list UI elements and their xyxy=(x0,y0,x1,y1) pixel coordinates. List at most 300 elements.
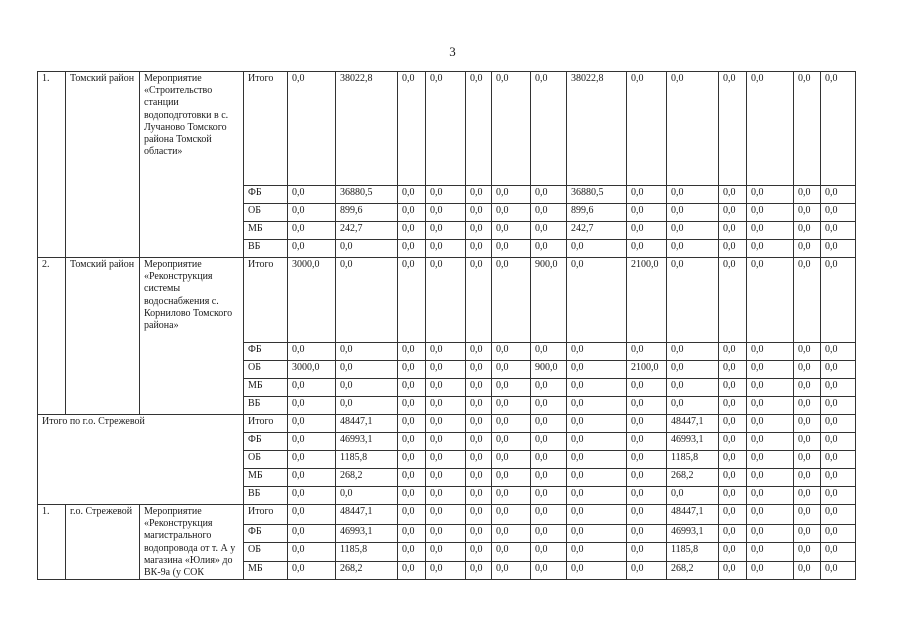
value-cell: 0,0 xyxy=(398,524,426,543)
value-cell: 0,0 xyxy=(336,258,398,343)
value-cell: 0,0 xyxy=(531,505,567,525)
total-label-cell: Итого по г.о. Стрежевой xyxy=(38,415,244,505)
value-cell: 0,0 xyxy=(794,222,821,240)
value-cell: 0,0 xyxy=(492,72,531,186)
value-cell: 0,0 xyxy=(426,469,466,487)
value-cell: 0,0 xyxy=(821,397,856,415)
value-cell: 48447,1 xyxy=(336,415,398,433)
value-cell: 0,0 xyxy=(567,469,627,487)
value-cell: 0,0 xyxy=(288,433,336,451)
value-cell: 0,0 xyxy=(336,379,398,397)
value-cell: 0,0 xyxy=(794,487,821,505)
value-cell: 0,0 xyxy=(567,415,627,433)
value-cell: 0,0 xyxy=(719,343,747,361)
value-cell: 0,0 xyxy=(719,397,747,415)
value-cell: 0,0 xyxy=(531,397,567,415)
value-cell: 48447,1 xyxy=(667,505,719,525)
value-cell: 0,0 xyxy=(426,361,466,379)
value-cell: 0,0 xyxy=(794,469,821,487)
value-cell: 0,0 xyxy=(627,204,667,222)
value-cell: 0,0 xyxy=(627,186,667,204)
value-cell: 0,0 xyxy=(794,240,821,258)
value-cell: 0,0 xyxy=(821,258,856,343)
value-cell: 0,0 xyxy=(627,343,667,361)
value-cell: 0,0 xyxy=(667,343,719,361)
value-cell: 0,0 xyxy=(627,487,667,505)
value-cell: 48447,1 xyxy=(336,505,398,525)
value-cell: 46993,1 xyxy=(336,524,398,543)
value-cell: 0,0 xyxy=(531,72,567,186)
source-type-cell: ОБ xyxy=(244,204,288,222)
value-cell: 0,0 xyxy=(747,543,794,562)
value-cell: 0,0 xyxy=(627,72,667,186)
value-cell: 0,0 xyxy=(747,505,794,525)
value-cell: 0,0 xyxy=(794,72,821,186)
value-cell: 0,0 xyxy=(567,258,627,343)
value-cell: 0,0 xyxy=(747,487,794,505)
value-cell: 0,0 xyxy=(398,433,426,451)
value-cell: 0,0 xyxy=(667,186,719,204)
value-cell: 0,0 xyxy=(398,543,426,562)
value-cell: 0,0 xyxy=(794,379,821,397)
value-cell: 0,0 xyxy=(667,258,719,343)
value-cell: 0,0 xyxy=(426,543,466,562)
value-cell: 2100,0 xyxy=(627,258,667,343)
value-cell: 0,0 xyxy=(567,505,627,525)
value-cell: 0,0 xyxy=(466,379,492,397)
value-cell: 0,0 xyxy=(398,505,426,525)
value-cell: 0,0 xyxy=(627,451,667,469)
value-cell: 0,0 xyxy=(747,561,794,580)
value-cell: 0,0 xyxy=(398,343,426,361)
municipality-cell: Томский район xyxy=(66,72,140,258)
value-cell: 0,0 xyxy=(426,487,466,505)
value-cell: 0,0 xyxy=(667,397,719,415)
value-cell: 0,0 xyxy=(531,451,567,469)
value-cell: 0,0 xyxy=(667,222,719,240)
value-cell: 0,0 xyxy=(398,361,426,379)
value-cell: 0,0 xyxy=(492,397,531,415)
value-cell: 0,0 xyxy=(627,469,667,487)
value-cell: 0,0 xyxy=(719,361,747,379)
value-cell: 0,0 xyxy=(398,186,426,204)
value-cell: 0,0 xyxy=(719,415,747,433)
value-cell: 0,0 xyxy=(466,72,492,186)
value-cell: 0,0 xyxy=(821,561,856,580)
value-cell: 0,0 xyxy=(719,204,747,222)
source-type-cell: Итого xyxy=(244,415,288,433)
value-cell: 0,0 xyxy=(492,361,531,379)
value-cell: 0,0 xyxy=(794,186,821,204)
value-cell: 0,0 xyxy=(466,505,492,525)
value-cell: 0,0 xyxy=(627,524,667,543)
value-cell: 0,0 xyxy=(466,186,492,204)
value-cell: 0,0 xyxy=(794,361,821,379)
value-cell: 0,0 xyxy=(398,451,426,469)
value-cell: 0,0 xyxy=(466,415,492,433)
value-cell: 0,0 xyxy=(426,343,466,361)
value-cell: 0,0 xyxy=(466,258,492,343)
value-cell: 0,0 xyxy=(821,451,856,469)
value-cell: 0,0 xyxy=(747,379,794,397)
table-row xyxy=(38,415,856,433)
value-cell: 0,0 xyxy=(719,451,747,469)
value-cell: 0,0 xyxy=(794,397,821,415)
measure-cell: Мероприятие «Реконструкция магистрального водопровода от т. А у магазина «Юлия» до ВК-9а (у СОК xyxy=(140,505,244,580)
value-cell: 0,0 xyxy=(531,343,567,361)
value-cell: 0,0 xyxy=(567,561,627,580)
value-cell: 0,0 xyxy=(288,543,336,562)
value-cell: 0,0 xyxy=(288,524,336,543)
page-number: 3 xyxy=(449,44,456,59)
value-cell: 0,0 xyxy=(719,222,747,240)
value-cell: 0,0 xyxy=(426,204,466,222)
value-cell: 0,0 xyxy=(398,561,426,580)
value-cell: 1185,8 xyxy=(667,451,719,469)
value-cell: 0,0 xyxy=(747,524,794,543)
value-cell: 0,0 xyxy=(821,379,856,397)
value-cell: 0,0 xyxy=(426,524,466,543)
value-cell: 0,0 xyxy=(288,561,336,580)
value-cell: 0,0 xyxy=(492,379,531,397)
table-row xyxy=(38,258,856,343)
row-number-cell: 1. xyxy=(38,505,66,580)
value-cell: 0,0 xyxy=(288,469,336,487)
value-cell: 0,0 xyxy=(794,258,821,343)
value-cell: 0,0 xyxy=(466,524,492,543)
value-cell: 0,0 xyxy=(492,487,531,505)
value-cell: 1185,8 xyxy=(667,543,719,562)
value-cell: 0,0 xyxy=(719,433,747,451)
value-cell: 0,0 xyxy=(492,451,531,469)
value-cell: 0,0 xyxy=(567,451,627,469)
value-cell: 0,0 xyxy=(821,524,856,543)
value-cell: 0,0 xyxy=(821,487,856,505)
value-cell: 0,0 xyxy=(492,469,531,487)
value-cell: 268,2 xyxy=(667,561,719,580)
source-type-cell: Итого xyxy=(244,72,288,186)
value-cell: 0,0 xyxy=(821,240,856,258)
value-cell: 0,0 xyxy=(719,258,747,343)
value-cell: 0,0 xyxy=(821,204,856,222)
value-cell: 242,7 xyxy=(336,222,398,240)
value-cell: 0,0 xyxy=(288,451,336,469)
value-cell: 0,0 xyxy=(426,451,466,469)
value-cell: 0,0 xyxy=(398,397,426,415)
value-cell: 0,0 xyxy=(627,379,667,397)
value-cell: 0,0 xyxy=(567,361,627,379)
value-cell: 0,0 xyxy=(667,487,719,505)
value-cell: 0,0 xyxy=(336,240,398,258)
value-cell: 0,0 xyxy=(466,240,492,258)
value-cell: 0,0 xyxy=(627,222,667,240)
value-cell: 0,0 xyxy=(719,505,747,525)
value-cell: 38022,8 xyxy=(567,72,627,186)
value-cell: 0,0 xyxy=(719,469,747,487)
value-cell: 0,0 xyxy=(719,186,747,204)
source-type-cell: МБ xyxy=(244,469,288,487)
value-cell: 0,0 xyxy=(747,397,794,415)
value-cell: 0,0 xyxy=(627,415,667,433)
value-cell: 899,6 xyxy=(336,204,398,222)
value-cell: 0,0 xyxy=(567,240,627,258)
value-cell: 0,0 xyxy=(531,204,567,222)
source-type-cell: ОБ xyxy=(244,361,288,379)
value-cell: 0,0 xyxy=(794,505,821,525)
value-cell: 0,0 xyxy=(426,240,466,258)
source-type-cell: ВБ xyxy=(244,397,288,415)
value-cell: 0,0 xyxy=(821,505,856,525)
value-cell: 0,0 xyxy=(667,240,719,258)
source-type-cell: ОБ xyxy=(244,451,288,469)
row-number-cell: 1. xyxy=(38,72,66,258)
value-cell: 0,0 xyxy=(747,415,794,433)
value-cell: 0,0 xyxy=(531,379,567,397)
value-cell: 0,0 xyxy=(567,543,627,562)
value-cell: 0,0 xyxy=(719,487,747,505)
value-cell: 0,0 xyxy=(492,343,531,361)
value-cell: 2100,0 xyxy=(627,361,667,379)
value-cell: 0,0 xyxy=(492,222,531,240)
source-type-cell: Итого xyxy=(244,258,288,343)
municipality-cell: г.о. Стрежевой xyxy=(66,505,140,580)
value-cell: 0,0 xyxy=(531,561,567,580)
value-cell: 0,0 xyxy=(492,543,531,562)
value-cell: 0,0 xyxy=(398,379,426,397)
value-cell: 0,0 xyxy=(398,487,426,505)
value-cell: 0,0 xyxy=(821,361,856,379)
value-cell: 0,0 xyxy=(719,561,747,580)
value-cell: 0,0 xyxy=(398,240,426,258)
value-cell: 0,0 xyxy=(466,469,492,487)
value-cell: 0,0 xyxy=(288,186,336,204)
value-cell: 46993,1 xyxy=(336,433,398,451)
measure-cell: Мероприятие «Строительство станции водоподготовки в с. Лучаново Томского района Томской области» xyxy=(140,72,244,258)
value-cell: 0,0 xyxy=(466,397,492,415)
value-cell: 0,0 xyxy=(466,222,492,240)
value-cell: 0,0 xyxy=(794,343,821,361)
value-cell: 0,0 xyxy=(531,186,567,204)
value-cell: 0,0 xyxy=(531,433,567,451)
table-row xyxy=(38,505,856,525)
value-cell: 0,0 xyxy=(719,379,747,397)
value-cell: 0,0 xyxy=(719,543,747,562)
value-cell: 0,0 xyxy=(627,433,667,451)
value-cell: 0,0 xyxy=(426,433,466,451)
value-cell: 899,6 xyxy=(567,204,627,222)
value-cell: 268,2 xyxy=(667,469,719,487)
value-cell: 0,0 xyxy=(492,415,531,433)
value-cell: 0,0 xyxy=(531,240,567,258)
value-cell: 0,0 xyxy=(821,222,856,240)
value-cell: 0,0 xyxy=(492,561,531,580)
table-row xyxy=(38,72,856,186)
value-cell: 0,0 xyxy=(492,258,531,343)
source-type-cell: ФБ xyxy=(244,524,288,543)
value-cell: 0,0 xyxy=(288,415,336,433)
value-cell: 0,0 xyxy=(492,524,531,543)
value-cell: 0,0 xyxy=(627,240,667,258)
value-cell: 0,0 xyxy=(531,469,567,487)
value-cell: 0,0 xyxy=(794,561,821,580)
value-cell: 900,0 xyxy=(531,258,567,343)
value-cell: 0,0 xyxy=(531,415,567,433)
value-cell: 0,0 xyxy=(288,487,336,505)
value-cell: 3000,0 xyxy=(288,258,336,343)
value-cell: 0,0 xyxy=(821,469,856,487)
value-cell: 0,0 xyxy=(747,240,794,258)
value-cell: 38022,8 xyxy=(336,72,398,186)
value-cell: 0,0 xyxy=(492,240,531,258)
value-cell: 0,0 xyxy=(466,561,492,580)
value-cell: 0,0 xyxy=(531,222,567,240)
value-cell: 0,0 xyxy=(426,72,466,186)
value-cell: 0,0 xyxy=(426,258,466,343)
value-cell: 0,0 xyxy=(794,524,821,543)
value-cell: 0,0 xyxy=(492,505,531,525)
value-cell: 46993,1 xyxy=(667,433,719,451)
value-cell: 0,0 xyxy=(794,433,821,451)
measure-cell: Мероприятие «Реконструкция системы водоснабжения с. Корнилово Томского района» xyxy=(140,258,244,415)
value-cell: 0,0 xyxy=(747,204,794,222)
value-cell: 0,0 xyxy=(747,451,794,469)
source-type-cell: МБ xyxy=(244,222,288,240)
value-cell: 0,0 xyxy=(492,433,531,451)
value-cell: 36880,5 xyxy=(336,186,398,204)
value-cell: 0,0 xyxy=(667,379,719,397)
value-cell: 0,0 xyxy=(492,204,531,222)
value-cell: 1185,8 xyxy=(336,451,398,469)
value-cell: 0,0 xyxy=(794,451,821,469)
value-cell: 0,0 xyxy=(398,469,426,487)
value-cell: 0,0 xyxy=(531,524,567,543)
value-cell: 0,0 xyxy=(627,561,667,580)
value-cell: 0,0 xyxy=(336,343,398,361)
value-cell: 0,0 xyxy=(426,186,466,204)
value-cell: 0,0 xyxy=(794,543,821,562)
source-type-cell: Итого xyxy=(244,505,288,525)
source-type-cell: ФБ xyxy=(244,343,288,361)
value-cell: 0,0 xyxy=(567,487,627,505)
value-cell: 1185,8 xyxy=(336,543,398,562)
value-cell: 0,0 xyxy=(426,397,466,415)
value-cell: 0,0 xyxy=(288,222,336,240)
value-cell: 0,0 xyxy=(426,222,466,240)
value-cell: 0,0 xyxy=(627,543,667,562)
value-cell: 0,0 xyxy=(288,240,336,258)
municipality-cell: Томский район xyxy=(66,258,140,415)
value-cell: 0,0 xyxy=(794,415,821,433)
value-cell: 0,0 xyxy=(567,524,627,543)
value-cell: 0,0 xyxy=(466,433,492,451)
value-cell: 0,0 xyxy=(336,361,398,379)
value-cell: 0,0 xyxy=(627,505,667,525)
value-cell: 0,0 xyxy=(567,379,627,397)
value-cell: 0,0 xyxy=(466,543,492,562)
value-cell: 0,0 xyxy=(821,433,856,451)
value-cell: 0,0 xyxy=(398,72,426,186)
value-cell: 0,0 xyxy=(426,415,466,433)
value-cell: 0,0 xyxy=(821,343,856,361)
value-cell: 0,0 xyxy=(667,72,719,186)
value-cell: 0,0 xyxy=(821,415,856,433)
value-cell: 0,0 xyxy=(747,72,794,186)
value-cell: 268,2 xyxy=(336,561,398,580)
value-cell: 0,0 xyxy=(288,397,336,415)
value-cell: 0,0 xyxy=(466,487,492,505)
value-cell: 0,0 xyxy=(747,258,794,343)
value-cell: 0,0 xyxy=(531,543,567,562)
value-cell: 0,0 xyxy=(398,204,426,222)
value-cell: 0,0 xyxy=(492,186,531,204)
source-type-cell: ОБ xyxy=(244,543,288,562)
value-cell: 0,0 xyxy=(288,72,336,186)
source-type-cell: ФБ xyxy=(244,433,288,451)
value-cell: 0,0 xyxy=(667,361,719,379)
value-cell: 0,0 xyxy=(288,204,336,222)
value-cell: 0,0 xyxy=(426,561,466,580)
value-cell: 0,0 xyxy=(336,397,398,415)
value-cell: 0,0 xyxy=(747,433,794,451)
value-cell: 3000,0 xyxy=(288,361,336,379)
source-type-cell: МБ xyxy=(244,379,288,397)
value-cell: 0,0 xyxy=(466,361,492,379)
value-cell: 0,0 xyxy=(288,505,336,525)
value-cell: 0,0 xyxy=(426,505,466,525)
value-cell: 0,0 xyxy=(794,204,821,222)
source-type-cell: ВБ xyxy=(244,487,288,505)
row-number-cell: 2. xyxy=(38,258,66,415)
value-cell: 242,7 xyxy=(567,222,627,240)
value-cell: 0,0 xyxy=(747,361,794,379)
value-cell: 0,0 xyxy=(567,433,627,451)
value-cell: 0,0 xyxy=(466,204,492,222)
value-cell: 36880,5 xyxy=(567,186,627,204)
value-cell: 0,0 xyxy=(821,186,856,204)
value-cell: 900,0 xyxy=(531,361,567,379)
value-cell: 0,0 xyxy=(531,487,567,505)
value-cell: 0,0 xyxy=(466,343,492,361)
value-cell: 0,0 xyxy=(719,524,747,543)
value-cell: 46993,1 xyxy=(667,524,719,543)
value-cell: 0,0 xyxy=(398,258,426,343)
value-cell: 0,0 xyxy=(821,72,856,186)
value-cell: 0,0 xyxy=(336,487,398,505)
value-cell: 0,0 xyxy=(747,469,794,487)
value-cell: 0,0 xyxy=(747,186,794,204)
source-type-cell: ВБ xyxy=(244,240,288,258)
value-cell: 0,0 xyxy=(398,415,426,433)
value-cell: 0,0 xyxy=(719,240,747,258)
value-cell: 0,0 xyxy=(719,72,747,186)
value-cell: 0,0 xyxy=(747,222,794,240)
value-cell: 0,0 xyxy=(747,343,794,361)
value-cell: 0,0 xyxy=(667,204,719,222)
value-cell: 0,0 xyxy=(398,222,426,240)
value-cell: 48447,1 xyxy=(667,415,719,433)
value-cell: 0,0 xyxy=(288,379,336,397)
source-type-cell: МБ xyxy=(244,561,288,580)
value-cell: 268,2 xyxy=(336,469,398,487)
value-cell: 0,0 xyxy=(426,379,466,397)
value-cell: 0,0 xyxy=(627,397,667,415)
value-cell: 0,0 xyxy=(466,451,492,469)
value-cell: 0,0 xyxy=(567,343,627,361)
source-type-cell: ФБ xyxy=(244,186,288,204)
value-cell: 0,0 xyxy=(288,343,336,361)
value-cell: 0,0 xyxy=(821,543,856,562)
value-cell: 0,0 xyxy=(567,397,627,415)
